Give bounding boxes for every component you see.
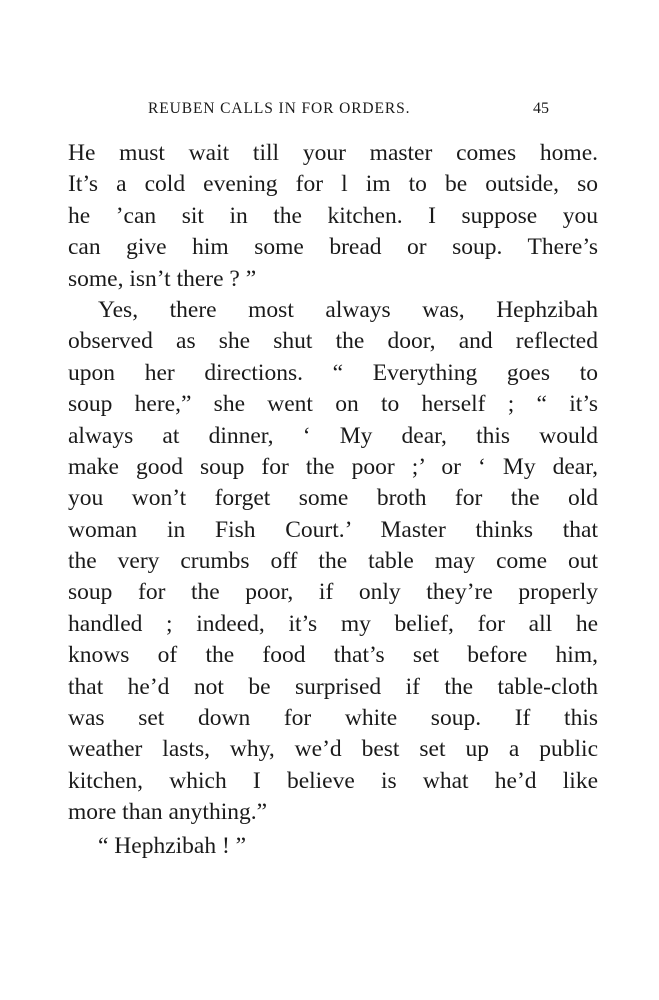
text-line: make good soup for the poor ;’ or ‘ My dear, (68, 453, 598, 480)
text-line: It’s a cold evening for l im to be outside, so (68, 171, 598, 198)
text-line: you won’t forget some broth for the old (68, 485, 598, 512)
text-line: upon her directions. “ Everything goes to (68, 359, 598, 386)
text-line: he ’can sit in the kitchen. I suppose you (68, 202, 598, 229)
text-line: some, isn’t there ? ” (68, 265, 257, 292)
text-line: weather lasts, why, we’d best set up a public (68, 736, 598, 763)
text-line: observed as she shut the door, and reflected (68, 328, 598, 355)
text-line: more than anything.” (68, 799, 268, 826)
text-line: that he’d not be surprised if the table-cloth (68, 673, 598, 700)
text-line: He must wait till your master comes home. (68, 140, 598, 166)
text-line: soup for the poor, if only they’re properly (68, 579, 598, 606)
text-line: Yes, there most always was, Hephzibah (98, 296, 598, 323)
text-line: soup here,” she went on to herself ; “ it’s (68, 391, 598, 418)
text-line: the very crumbs off the table may come out (68, 548, 598, 575)
text-line: always at dinner, ‘ My dear, this would (68, 422, 598, 449)
running-title: REUBEN CALLS IN FOR ORDERS. (148, 100, 411, 117)
text-line: kitchen, which I believe is what he’d like (68, 767, 598, 794)
text-line: was set down for white soup. If this (68, 705, 598, 732)
text-line: “ Hephzibah ! ” (98, 832, 247, 859)
text-line: handled ; indeed, it’s my belief, for all he (68, 610, 598, 637)
page-number: 45 (533, 100, 549, 117)
text-line: can give him some bread or soup. There’s (68, 234, 598, 261)
body-text (68, 138, 598, 862)
text-line: woman in Fish Court.’ Master thinks that (68, 516, 598, 543)
text-line: knows of the food that’s set before him, (68, 642, 598, 669)
